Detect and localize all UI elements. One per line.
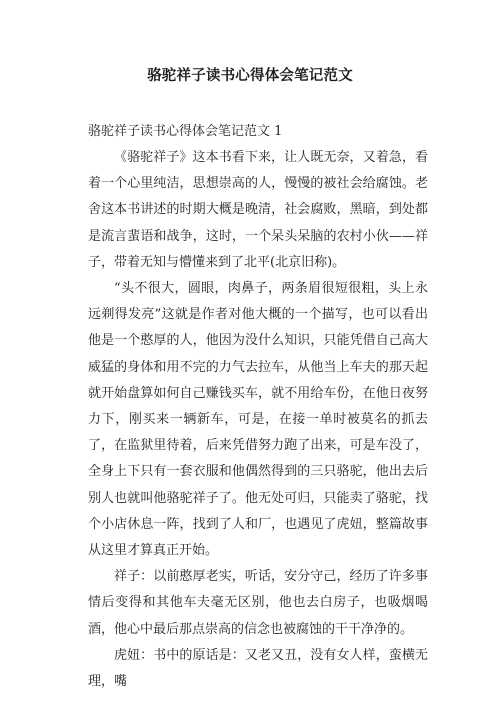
section-heading: 骆驼祥子读书心得体会笔记范文 1 bbox=[88, 124, 283, 139]
paragraph-1: 《骆驼祥子》这本书看下来，让人既无奈，又着急，看着一个心里纯洁，思想崇高的人，慢慢的被社会给腐蚀。老舍这本书讲述的时期大概是晚清，社会腐败，黑暗，到处都是流言蜚语和战争，这时，一个呆头呆脑的农村小伙——祥子，带着无知与懵懂来到了北平(北京旧称)。 bbox=[88, 150, 428, 270]
document-body bbox=[88, 145, 428, 695]
paragraph-3: 祥子：以前憨厚老实，听话，安分守己，经历了许多事情后变得和其他车夫毫无区别，他也去白房子，也吸烟喝酒，他心中最后那点崇高的信念也被腐蚀的干干净净的。 bbox=[88, 569, 428, 637]
document-title: 骆驼祥子读书心得体会笔记范文 bbox=[147, 67, 353, 84]
paragraph-4: 虎妞：书中的原话是：又老又丑，没有女人样，蛮横无理，嘴 bbox=[88, 647, 428, 690]
paragraph-2: “头不很大，圆眼，肉鼻子，两条眉很短很粗，头上永远剃得发亮”这就是作者对他大概的一个描写，也可以看出他是一个憨厚的人，他因为没什么知识，只能凭借自己高大威猛的身体和用不完的力气去拉车，从他当上车夫的那天起就开始盘算如何自己赚钱买车，就不用给车份，在他日夜努力下，刚买来一辆新车，可是，在接一单时被莫名的抓去了，在监狱里待着，后来凭借努力跑了出来，可是车没了，全身上下只有一套衣服和他偶然得到的三只骆驼，他出去后别人也就叫他骆驼祥子了。他无处可归，只能卖了骆驼，找个小店休息一阵，找到了人和厂，也遇见了虎妞，整篇故事从这里才算真正开始。 bbox=[88, 281, 428, 559]
